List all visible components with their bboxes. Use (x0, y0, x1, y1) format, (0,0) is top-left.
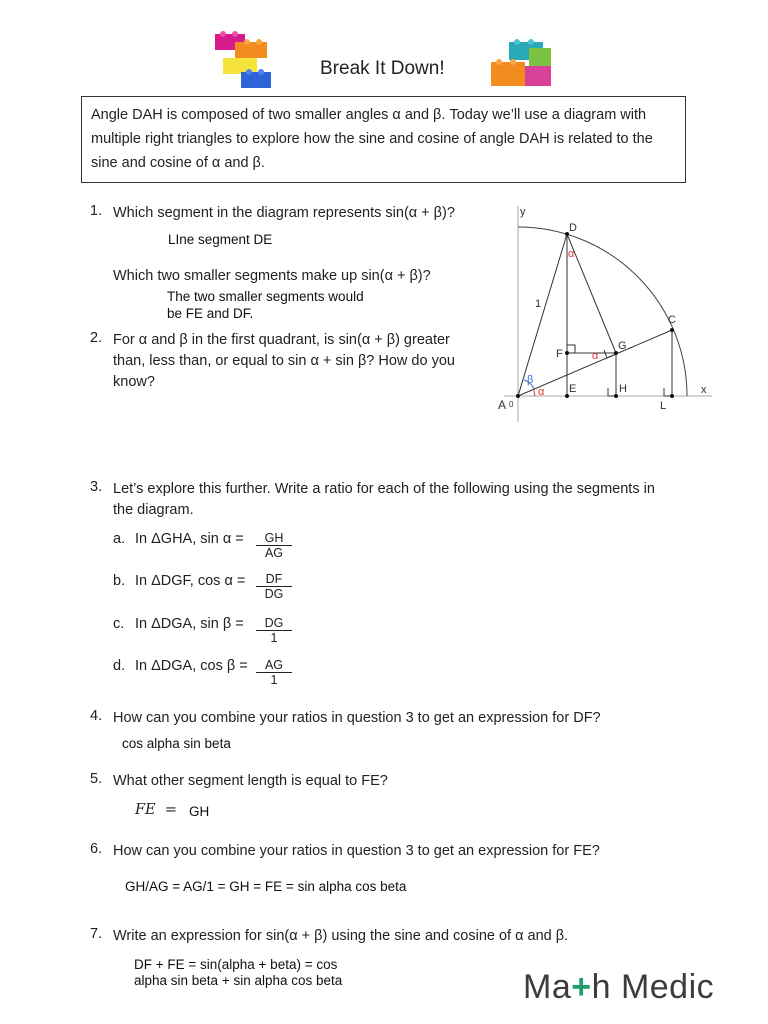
q1-answer-a: LIne segment DE (168, 232, 273, 247)
intro-box: Angle DAH is composed of two smaller angles α and β. Today we’ll use a diagram with multiple right triangles to explore how the sine and cosine of angle DAH is related to the sine and cosine of α and β. (81, 96, 686, 183)
q7-number: 7. (90, 926, 103, 942)
label-G: G (618, 340, 627, 352)
q3-part-a-label: a. (113, 531, 126, 547)
q1-number: 1. (90, 203, 103, 219)
q5-answer: GH (189, 804, 210, 819)
q3-part-c-text: In ΔDGA, sin β = (135, 616, 244, 632)
label-A: A (498, 398, 507, 412)
q1-question-a: Which segment in the diagram represents sin(α + β)? (113, 205, 455, 221)
q6-question: How can you combine your ratios in question 3 to get an expression for FE? (113, 843, 600, 859)
q4-question: How can you combine your ratios in question 3 to get an expression for DF? (113, 710, 601, 726)
q3-part-c-fraction (256, 616, 292, 645)
q3-part-d-denominator: 1 (270, 673, 278, 687)
label-D: D (569, 222, 577, 234)
q1-answer-b-line2: be FE and DF. (167, 306, 254, 321)
q3-number: 3. (90, 479, 103, 495)
q5-lhs: FE = (135, 802, 178, 818)
q3-part-a-denominator: AG (264, 546, 284, 560)
q3-part-b-denominator: DG (264, 587, 284, 601)
math-medic-logo (523, 968, 714, 1007)
q2-number: 2. (90, 330, 103, 346)
lego-blocks-left-icon (213, 28, 275, 92)
q3-part-d-numerator: AG (256, 658, 292, 673)
label-alpha-top: α (568, 248, 575, 260)
label-E: E (569, 383, 577, 395)
q7-answer-line2: alpha sin beta + sin alpha cos beta (134, 973, 343, 988)
label-C: C (668, 314, 676, 326)
q3-part-b-fraction (256, 572, 292, 601)
q5-number: 5. (90, 771, 103, 787)
page-title: Break It Down! (320, 58, 445, 79)
label-beta: β (527, 374, 534, 386)
q3-part-a-fraction (256, 531, 292, 560)
q4-number: 4. (90, 708, 103, 724)
q3-line1: Let’s explore this further. Write a ratio for each of the following using the segments in (113, 481, 655, 497)
label-origin: 0 (509, 400, 514, 409)
unit-circle-diagram (490, 200, 720, 428)
q3-part-a-numerator: GH (256, 531, 292, 546)
q7-question: Write an expression for sin(α + β) using the sine and cosine of α and β. (113, 928, 569, 944)
logo-part2: h Medic (591, 968, 715, 1006)
q3-part-c-label: c. (113, 616, 125, 632)
y-axis-label: y (520, 206, 526, 218)
logo-part1: Ma (523, 968, 572, 1006)
q3-part-b-numerator: DF (256, 572, 292, 587)
label-one: 1 (535, 298, 542, 310)
q1-question-b: Which two smaller segments make up sin(α + β)? (113, 268, 431, 284)
q4-answer: cos alpha sin beta (122, 736, 231, 751)
q3-part-c-numerator: DG (256, 616, 292, 631)
q3-part-a-text: In ΔGHA, sin α = (135, 531, 244, 547)
q3-part-d-label: d. (113, 658, 126, 674)
q3-part-c-denominator: 1 (270, 631, 278, 645)
q2-line1: For α and β in the first quadrant, is sin(α + β) greater (113, 332, 450, 348)
q6-answer: GH/AG = AG/1 = GH = FE = sin alpha cos beta (125, 879, 407, 894)
q3-part-b-label: b. (113, 573, 126, 589)
label-L: L (660, 400, 667, 412)
lego-blocks-right-icon (489, 38, 555, 90)
q1-answer-b-line1: The two smaller segments would (167, 289, 364, 304)
q3-part-d-fraction (256, 658, 292, 687)
q3-part-b-text: In ΔDGF, cos α = (135, 573, 246, 589)
q3-line2: the diagram. (113, 502, 194, 518)
q2-line2: than, less than, or equal to sin α + sin β? How do you (113, 353, 455, 369)
q5-question: What other segment length is equal to FE? (113, 773, 388, 789)
q2-line3: know? (113, 374, 155, 390)
label-alpha-a: α (538, 386, 545, 398)
label-alpha-g: α (592, 350, 599, 362)
q7-answer-line1: DF + FE = sin(alpha + beta) = cos (134, 957, 338, 972)
label-F: F (556, 348, 563, 360)
logo-cross-icon: + (571, 968, 592, 1006)
q3-part-d-text: In ΔDGA, cos β = (135, 658, 248, 674)
segment-AD (518, 234, 567, 396)
q6-number: 6. (90, 841, 103, 857)
label-H: H (619, 383, 627, 395)
x-axis-label: x (701, 384, 707, 396)
